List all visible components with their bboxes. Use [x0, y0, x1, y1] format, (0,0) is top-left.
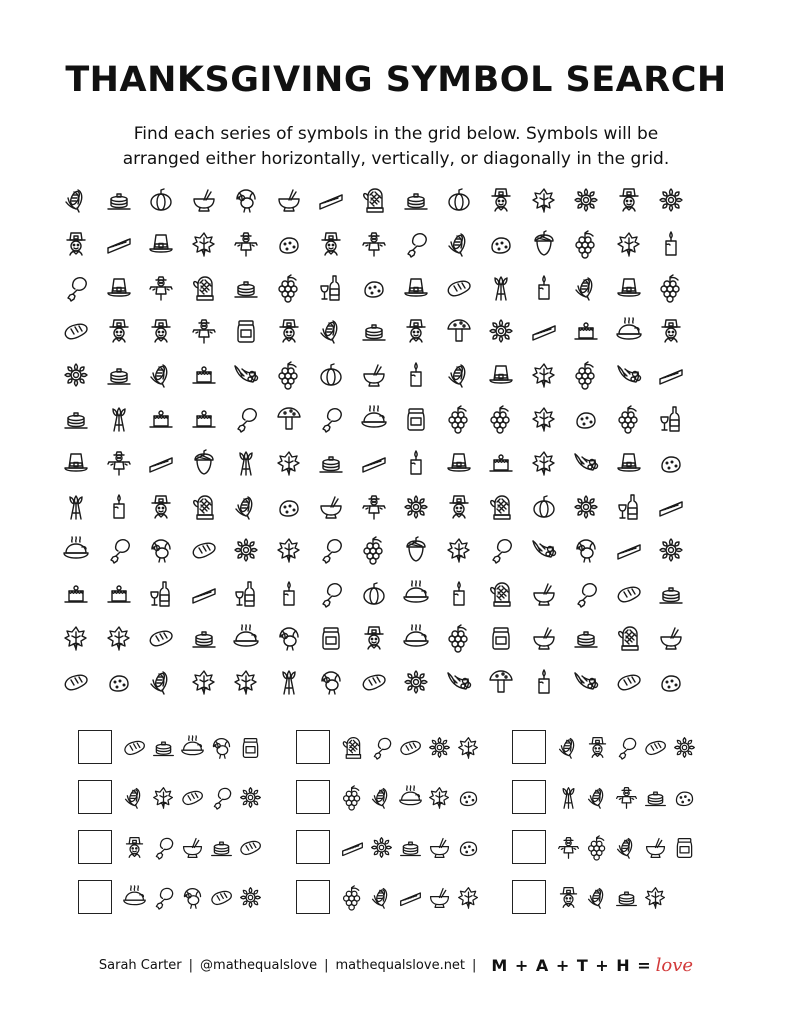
search-item	[512, 728, 701, 766]
scarecrow-icon	[105, 449, 133, 477]
turkey-icon	[275, 624, 303, 652]
leaf-icon	[445, 536, 473, 564]
website: mathequalslove.net	[335, 958, 466, 973]
answer-checkbox[interactable]	[296, 880, 330, 914]
potato-icon	[105, 668, 133, 696]
soup-icon	[317, 493, 345, 521]
cake-icon	[190, 361, 218, 389]
drumstick-icon	[317, 580, 345, 608]
answer-checkbox[interactable]	[296, 830, 330, 864]
soup-icon	[657, 624, 685, 652]
potato-icon	[672, 785, 697, 810]
pilgrim-icon	[360, 624, 388, 652]
drumstick-icon	[151, 835, 176, 860]
turkey-icon	[180, 885, 205, 910]
soup-icon	[530, 624, 558, 652]
mitt-icon	[360, 186, 388, 214]
jar-icon	[238, 735, 263, 760]
answer-checkbox[interactable]	[512, 880, 546, 914]
corn-icon	[445, 361, 473, 389]
drumstick-icon	[317, 536, 345, 564]
leaf-icon	[190, 230, 218, 258]
pilgrim-icon	[105, 317, 133, 345]
search-item	[512, 778, 701, 816]
scarecrow-icon	[556, 835, 581, 860]
soup-icon	[643, 835, 668, 860]
roast-icon	[615, 317, 643, 345]
cake-icon	[147, 405, 175, 433]
cake-icon	[487, 449, 515, 477]
turkey-icon	[317, 668, 345, 696]
wheat-icon	[232, 449, 260, 477]
jar-icon	[672, 835, 697, 860]
bread-icon	[445, 274, 473, 302]
corn-icon	[585, 785, 610, 810]
answer-checkbox[interactable]	[512, 830, 546, 864]
pie-icon	[317, 186, 345, 214]
hat-icon	[62, 449, 90, 477]
author-name: Sarah Carter	[98, 958, 182, 973]
pumpkin-icon	[530, 493, 558, 521]
search-item	[512, 878, 672, 916]
pumpkin-icon	[317, 361, 345, 389]
jar-icon	[487, 624, 515, 652]
search-item	[296, 728, 485, 766]
jar-icon	[402, 405, 430, 433]
wheat-icon	[556, 785, 581, 810]
drumstick-icon	[487, 536, 515, 564]
leaf-icon	[643, 885, 668, 910]
grapes-icon	[445, 624, 473, 652]
roast-icon	[232, 624, 260, 652]
corn-icon	[122, 785, 147, 810]
footer-separator: |	[188, 958, 194, 973]
leaf-icon	[427, 785, 452, 810]
potato-icon	[657, 449, 685, 477]
leaf-icon	[105, 624, 133, 652]
drumstick-icon	[369, 735, 394, 760]
candle-icon	[445, 580, 473, 608]
leaf-icon	[530, 405, 558, 433]
corn-icon	[572, 274, 600, 302]
bread-icon	[209, 885, 234, 910]
corn-icon	[614, 835, 639, 860]
sunflower-icon	[657, 536, 685, 564]
leaf-icon	[151, 785, 176, 810]
grapes-icon	[657, 274, 685, 302]
pancakes-icon	[317, 449, 345, 477]
scarecrow-icon	[360, 230, 388, 258]
pilgrim-icon	[585, 735, 610, 760]
pie-icon	[615, 536, 643, 564]
sunflower-icon	[487, 317, 515, 345]
scarecrow-icon	[360, 493, 388, 521]
answer-checkbox[interactable]	[78, 830, 112, 864]
scarecrow-icon	[147, 274, 175, 302]
potato-icon	[657, 668, 685, 696]
sunflower-icon	[402, 493, 430, 521]
potato-icon	[487, 230, 515, 258]
page-title: THANKSGIVING SYMBOL SEARCH	[65, 60, 727, 100]
brand-logo-love: love	[655, 955, 694, 976]
candle-icon	[530, 274, 558, 302]
pilgrim-icon	[657, 317, 685, 345]
acorn-icon	[402, 536, 430, 564]
scarecrow-icon	[614, 785, 639, 810]
instructions-line-1: Find each series of symbols in the grid below. Symbols will be	[133, 124, 659, 144]
sunflower-icon	[369, 835, 394, 860]
candle-icon	[530, 668, 558, 696]
corn-icon	[62, 186, 90, 214]
sunflower-icon	[572, 186, 600, 214]
mitt-icon	[340, 735, 365, 760]
roast-icon	[122, 885, 147, 910]
bread-icon	[190, 536, 218, 564]
turkey-icon	[147, 536, 175, 564]
pie-icon	[340, 835, 365, 860]
answer-checkbox[interactable]	[512, 780, 546, 814]
grapes-icon	[360, 536, 388, 564]
leaf-icon	[530, 449, 558, 477]
drumstick-icon	[572, 580, 600, 608]
hat-icon	[487, 361, 515, 389]
search-item	[512, 828, 701, 866]
bread-icon	[147, 624, 175, 652]
cornucopia-icon	[445, 668, 473, 696]
pumpkin-icon	[360, 580, 388, 608]
wine-icon	[317, 274, 345, 302]
soup-icon	[190, 186, 218, 214]
cake-icon	[572, 317, 600, 345]
corn-icon	[147, 668, 175, 696]
roast-icon	[62, 536, 90, 564]
answer-checkbox[interactable]	[78, 780, 112, 814]
pie-icon	[398, 885, 423, 910]
drumstick-icon	[614, 735, 639, 760]
pancakes-icon	[657, 580, 685, 608]
soup-icon	[427, 835, 452, 860]
pancakes-icon	[643, 785, 668, 810]
pie-icon	[147, 449, 175, 477]
pancakes-icon	[572, 624, 600, 652]
cake-icon	[62, 580, 90, 608]
bread-icon	[62, 317, 90, 345]
wheat-icon	[62, 493, 90, 521]
corn-icon	[369, 785, 394, 810]
soup-icon	[360, 361, 388, 389]
potato-icon	[456, 835, 481, 860]
mitt-icon	[190, 493, 218, 521]
drumstick-icon	[317, 405, 345, 433]
pancakes-icon	[232, 274, 260, 302]
leaf-icon	[232, 668, 260, 696]
potato-icon	[275, 493, 303, 521]
sunflower-icon	[238, 785, 263, 810]
wine-icon	[615, 493, 643, 521]
leaf-icon	[530, 361, 558, 389]
corn-icon	[445, 230, 473, 258]
pilgrim-icon	[556, 885, 581, 910]
pilgrim-icon	[487, 186, 515, 214]
candle-icon	[402, 449, 430, 477]
grapes-icon	[487, 405, 515, 433]
grapes-icon	[275, 274, 303, 302]
footer-separator: |	[324, 958, 329, 973]
cornucopia-icon	[232, 361, 260, 389]
mushroom-icon	[445, 317, 473, 345]
bread-icon	[398, 735, 423, 760]
footer-separator: |	[472, 958, 477, 973]
soup-icon	[530, 580, 558, 608]
drumstick-icon	[209, 785, 234, 810]
leaf-icon	[456, 885, 481, 910]
pancakes-icon	[402, 186, 430, 214]
pilgrim-icon	[62, 230, 90, 258]
pilgrim-icon	[122, 835, 147, 860]
leaf-icon	[615, 230, 643, 258]
pilgrim-icon	[275, 317, 303, 345]
pie-icon	[360, 449, 388, 477]
mitt-icon	[487, 580, 515, 608]
bread-icon	[62, 668, 90, 696]
sunflower-icon	[62, 361, 90, 389]
jar-icon	[317, 624, 345, 652]
cornucopia-icon	[572, 668, 600, 696]
leaf-icon	[190, 668, 218, 696]
soup-icon	[180, 835, 205, 860]
grapes-icon	[572, 230, 600, 258]
drumstick-icon	[151, 885, 176, 910]
wine-icon	[657, 405, 685, 433]
pilgrim-icon	[615, 186, 643, 214]
instructions-line-2: arranged either horizontally, vertically, or diagonally in the grid.	[122, 149, 670, 169]
roast-icon	[402, 580, 430, 608]
bread-icon	[180, 785, 205, 810]
search-item	[296, 778, 485, 816]
pie-icon	[105, 230, 133, 258]
pancakes-icon	[614, 885, 639, 910]
grapes-icon	[340, 785, 365, 810]
pie-icon	[530, 317, 558, 345]
hat-icon	[105, 274, 133, 302]
pancakes-icon	[398, 835, 423, 860]
candle-icon	[275, 580, 303, 608]
pie-icon	[190, 580, 218, 608]
bread-icon	[643, 735, 668, 760]
hat-icon	[615, 274, 643, 302]
pancakes-icon	[360, 317, 388, 345]
pancakes-icon	[62, 405, 90, 433]
cake-icon	[190, 405, 218, 433]
hat-icon	[147, 230, 175, 258]
pumpkin-icon	[445, 186, 473, 214]
sunflower-icon	[572, 493, 600, 521]
leaf-icon	[456, 735, 481, 760]
pie-icon	[657, 493, 685, 521]
brand-logo: M + A + T + H =	[491, 956, 652, 975]
wine-icon	[232, 580, 260, 608]
sunflower-icon	[427, 735, 452, 760]
search-item	[78, 828, 267, 866]
cornucopia-icon	[615, 361, 643, 389]
potato-icon	[275, 230, 303, 258]
corn-icon	[147, 361, 175, 389]
pancakes-icon	[190, 624, 218, 652]
pumpkin-icon	[147, 186, 175, 214]
grapes-icon	[615, 405, 643, 433]
pilgrim-icon	[402, 317, 430, 345]
cornucopia-icon	[530, 536, 558, 564]
acorn-icon	[190, 449, 218, 477]
drumstick-icon	[62, 274, 90, 302]
drumstick-icon	[232, 405, 260, 433]
scarecrow-icon	[232, 230, 260, 258]
bread-icon	[122, 735, 147, 760]
answer-checkbox[interactable]	[78, 730, 112, 764]
drumstick-icon	[105, 536, 133, 564]
mushroom-icon	[275, 405, 303, 433]
candle-icon	[657, 230, 685, 258]
grapes-icon	[340, 885, 365, 910]
mitt-icon	[190, 274, 218, 302]
grapes-icon	[572, 361, 600, 389]
roast-icon	[398, 785, 423, 810]
leaf-icon	[530, 186, 558, 214]
mushroom-icon	[487, 668, 515, 696]
mitt-icon	[487, 493, 515, 521]
social-handle: @mathequalslove	[200, 958, 318, 973]
sunflower-icon	[657, 186, 685, 214]
corn-icon	[317, 317, 345, 345]
pie-icon	[657, 361, 685, 389]
potato-icon	[456, 785, 481, 810]
candle-icon	[402, 361, 430, 389]
pancakes-icon	[151, 735, 176, 760]
hat-icon	[402, 274, 430, 302]
roast-icon	[402, 624, 430, 652]
leaf-icon	[275, 536, 303, 564]
corn-icon	[232, 493, 260, 521]
sunflower-icon	[672, 735, 697, 760]
mitt-icon	[615, 624, 643, 652]
pilgrim-icon	[147, 493, 175, 521]
sunflower-icon	[238, 885, 263, 910]
jar-icon	[232, 317, 260, 345]
hat-icon	[615, 449, 643, 477]
answer-checkbox[interactable]	[296, 780, 330, 814]
turkey-icon	[572, 536, 600, 564]
search-item	[296, 878, 485, 916]
wheat-icon	[275, 668, 303, 696]
turkey-icon	[209, 735, 234, 760]
footer	[0, 955, 792, 976]
search-item	[78, 878, 267, 916]
soup-icon	[275, 186, 303, 214]
answer-checkbox[interactable]	[78, 880, 112, 914]
bread-icon	[615, 668, 643, 696]
corn-icon	[585, 885, 610, 910]
bread-icon	[238, 835, 263, 860]
pilgrim-icon	[147, 317, 175, 345]
symbol-grid	[62, 186, 729, 701]
corn-icon	[369, 885, 394, 910]
cornucopia-icon	[572, 449, 600, 477]
cake-icon	[105, 580, 133, 608]
acorn-icon	[530, 230, 558, 258]
pancakes-icon	[209, 835, 234, 860]
wine-icon	[147, 580, 175, 608]
roast-icon	[180, 735, 205, 760]
pancakes-icon	[105, 186, 133, 214]
bread-icon	[360, 668, 388, 696]
drumstick-icon	[402, 230, 430, 258]
sunflower-icon	[232, 536, 260, 564]
candle-icon	[105, 493, 133, 521]
scarecrow-icon	[190, 317, 218, 345]
wheat-icon	[105, 405, 133, 433]
search-item	[78, 728, 267, 766]
grapes-icon	[275, 361, 303, 389]
pilgrim-icon	[445, 493, 473, 521]
turkey-icon	[232, 186, 260, 214]
leaf-icon	[62, 624, 90, 652]
soup-icon	[427, 885, 452, 910]
bread-icon	[615, 580, 643, 608]
grapes-icon	[585, 835, 610, 860]
pilgrim-icon	[317, 230, 345, 258]
hat-icon	[445, 449, 473, 477]
search-item	[296, 828, 485, 866]
potato-icon	[572, 405, 600, 433]
leaf-icon	[275, 449, 303, 477]
pancakes-icon	[105, 361, 133, 389]
potato-icon	[360, 274, 388, 302]
search-item	[78, 778, 267, 816]
sunflower-icon	[402, 668, 430, 696]
instructions	[70, 122, 722, 172]
answer-checkbox[interactable]	[296, 730, 330, 764]
answer-checkbox[interactable]	[512, 730, 546, 764]
corn-icon	[556, 735, 581, 760]
wheat-icon	[487, 274, 515, 302]
grapes-icon	[445, 405, 473, 433]
roast-icon	[360, 405, 388, 433]
